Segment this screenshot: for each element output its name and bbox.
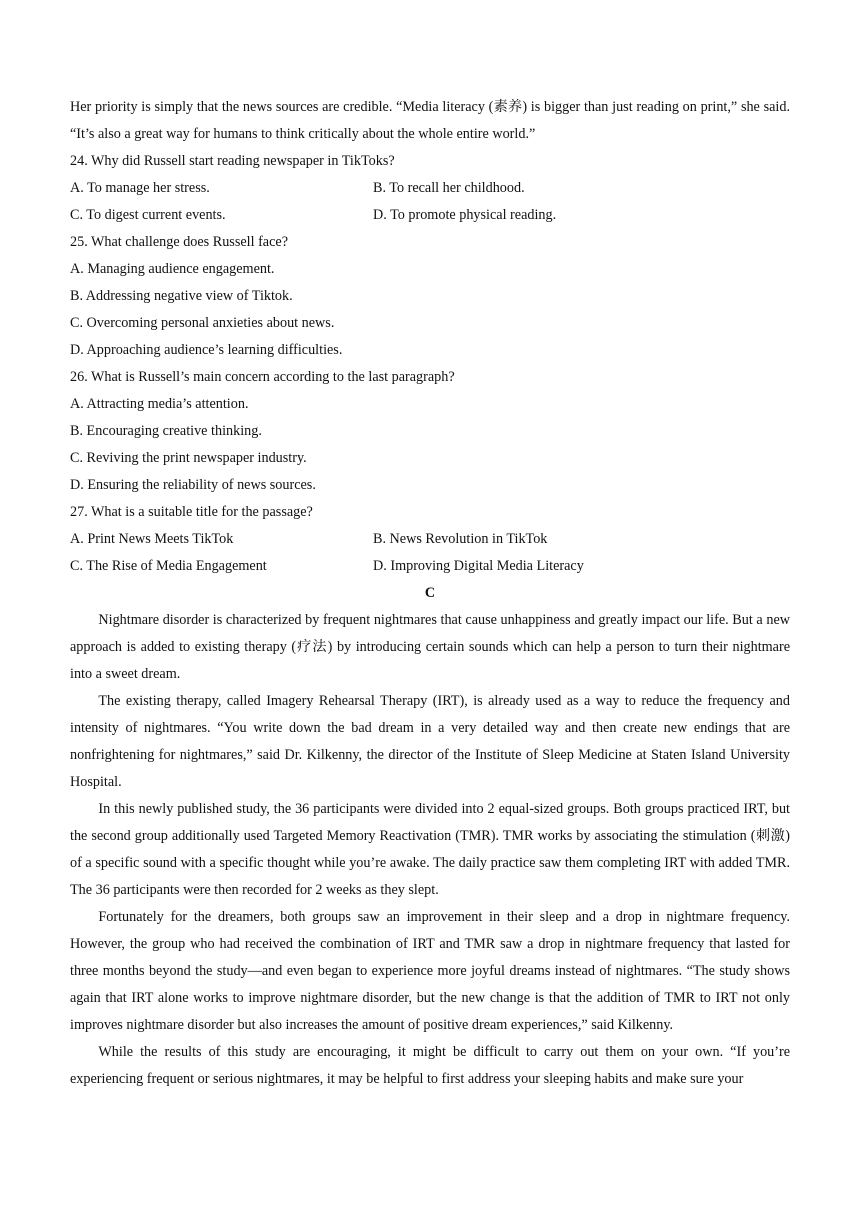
question-24 bbox=[70, 148, 790, 229]
option-c: C. The Rise of Media Engagement bbox=[70, 558, 267, 574]
option-d: D. Ensuring the reliability of news sources. bbox=[70, 477, 316, 493]
option-c: C. Overcoming personal anxieties about news. bbox=[70, 315, 335, 331]
option-b: B. News Revolution in TikTok bbox=[373, 531, 548, 547]
intro-paragraph: Her priority is simply that the news sources are credible. “Media literacy (素养) is bigger than just reading on print,” she said. “It’s also a great way for humans to think critically about the whole entire world.” bbox=[70, 99, 790, 142]
passage-paragraph: The existing therapy, called Imagery Rehearsal Therapy (IRT), is already used as a way to reduce the frequency and intensity of nightmares. “You write down the bad dream in a very detailed way and then create new endings that are nonfrightening for nightmares,” said Dr. Kilkenny, the director of the Institute of Sleep Medicine at Staten Island University Hospital. bbox=[70, 693, 790, 790]
question-27 bbox=[70, 499, 790, 580]
option-a: A. Attracting media’s attention. bbox=[70, 396, 249, 412]
document-page bbox=[70, 94, 790, 1093]
option-d: D. Approaching audience’s learning difficulties. bbox=[70, 342, 343, 358]
question-stem: 27. What is a suitable title for the passage? bbox=[70, 504, 313, 520]
passage-paragraph: Fortunately for the dreamers, both groups saw an improvement in their sleep and a drop in nightmare frequency. However, the group who had received the combination of IRT and TMR saw a drop in nightmare frequency that lasted for three months beyond the study—and even began to experience more joyful dreams instead of nightmares. “The study shows again that IRT alone works to improve nightmare disorder, but the new change is that the addition of TMR to IRT not only improves nightmare disorder but also increases the amount of positive dream experiences,” said Kilkenny. bbox=[70, 909, 790, 1033]
option-b: B. Addressing negative view of Tiktok. bbox=[70, 288, 293, 304]
question-26 bbox=[70, 364, 790, 499]
question-25 bbox=[70, 229, 790, 364]
passage-paragraph: Nightmare disorder is characterized by frequent nightmares that cause unhappiness and greatly impact our life. But a new approach is added to existing therapy (疗法) by introducing certain sounds which can help a person to turn their nightmare into a sweet dream. bbox=[70, 612, 790, 682]
passage-paragraph: While the results of this study are encouraging, it might be difficult to carry out them on your own. “If you’re experiencing frequent or serious nightmares, it may be helpful to first address your sleeping habits and make sure your bbox=[70, 1044, 790, 1087]
passage-paragraph: In this newly published study, the 36 participants were divided into 2 equal-sized groups. Both groups practiced IRT, but the second group additionally used Targeted Memory Reactivation (TMR). TMR works by associating the stimulation (刺激) of a specific sound with a specific thought while you’re awake. The daily practice saw them completing IRT with added TMR. The 36 participants were then recorded for 2 weeks as they slept. bbox=[70, 801, 790, 898]
option-d: D. To promote physical reading. bbox=[373, 207, 557, 223]
question-stem: 24. Why did Russell start reading newspaper in TikToks? bbox=[70, 153, 395, 169]
option-a: A. To manage her stress. bbox=[70, 180, 210, 196]
option-a: A. Print News Meets TikTok bbox=[70, 531, 234, 547]
section-c-passage bbox=[70, 607, 790, 1093]
option-a: A. Managing audience engagement. bbox=[70, 261, 275, 277]
section-heading: C bbox=[424, 585, 436, 601]
question-stem: 25. What challenge does Russell face? bbox=[70, 234, 288, 250]
option-b: B. To recall her childhood. bbox=[373, 180, 525, 196]
option-c: C. To digest current events. bbox=[70, 207, 226, 223]
question-stem: 26. What is Russell’s main concern according to the last paragraph? bbox=[70, 369, 455, 385]
option-b: B. Encouraging creative thinking. bbox=[70, 423, 262, 439]
option-c: C. Reviving the print newspaper industry. bbox=[70, 450, 307, 466]
option-d: D. Improving Digital Media Literacy bbox=[373, 558, 584, 574]
